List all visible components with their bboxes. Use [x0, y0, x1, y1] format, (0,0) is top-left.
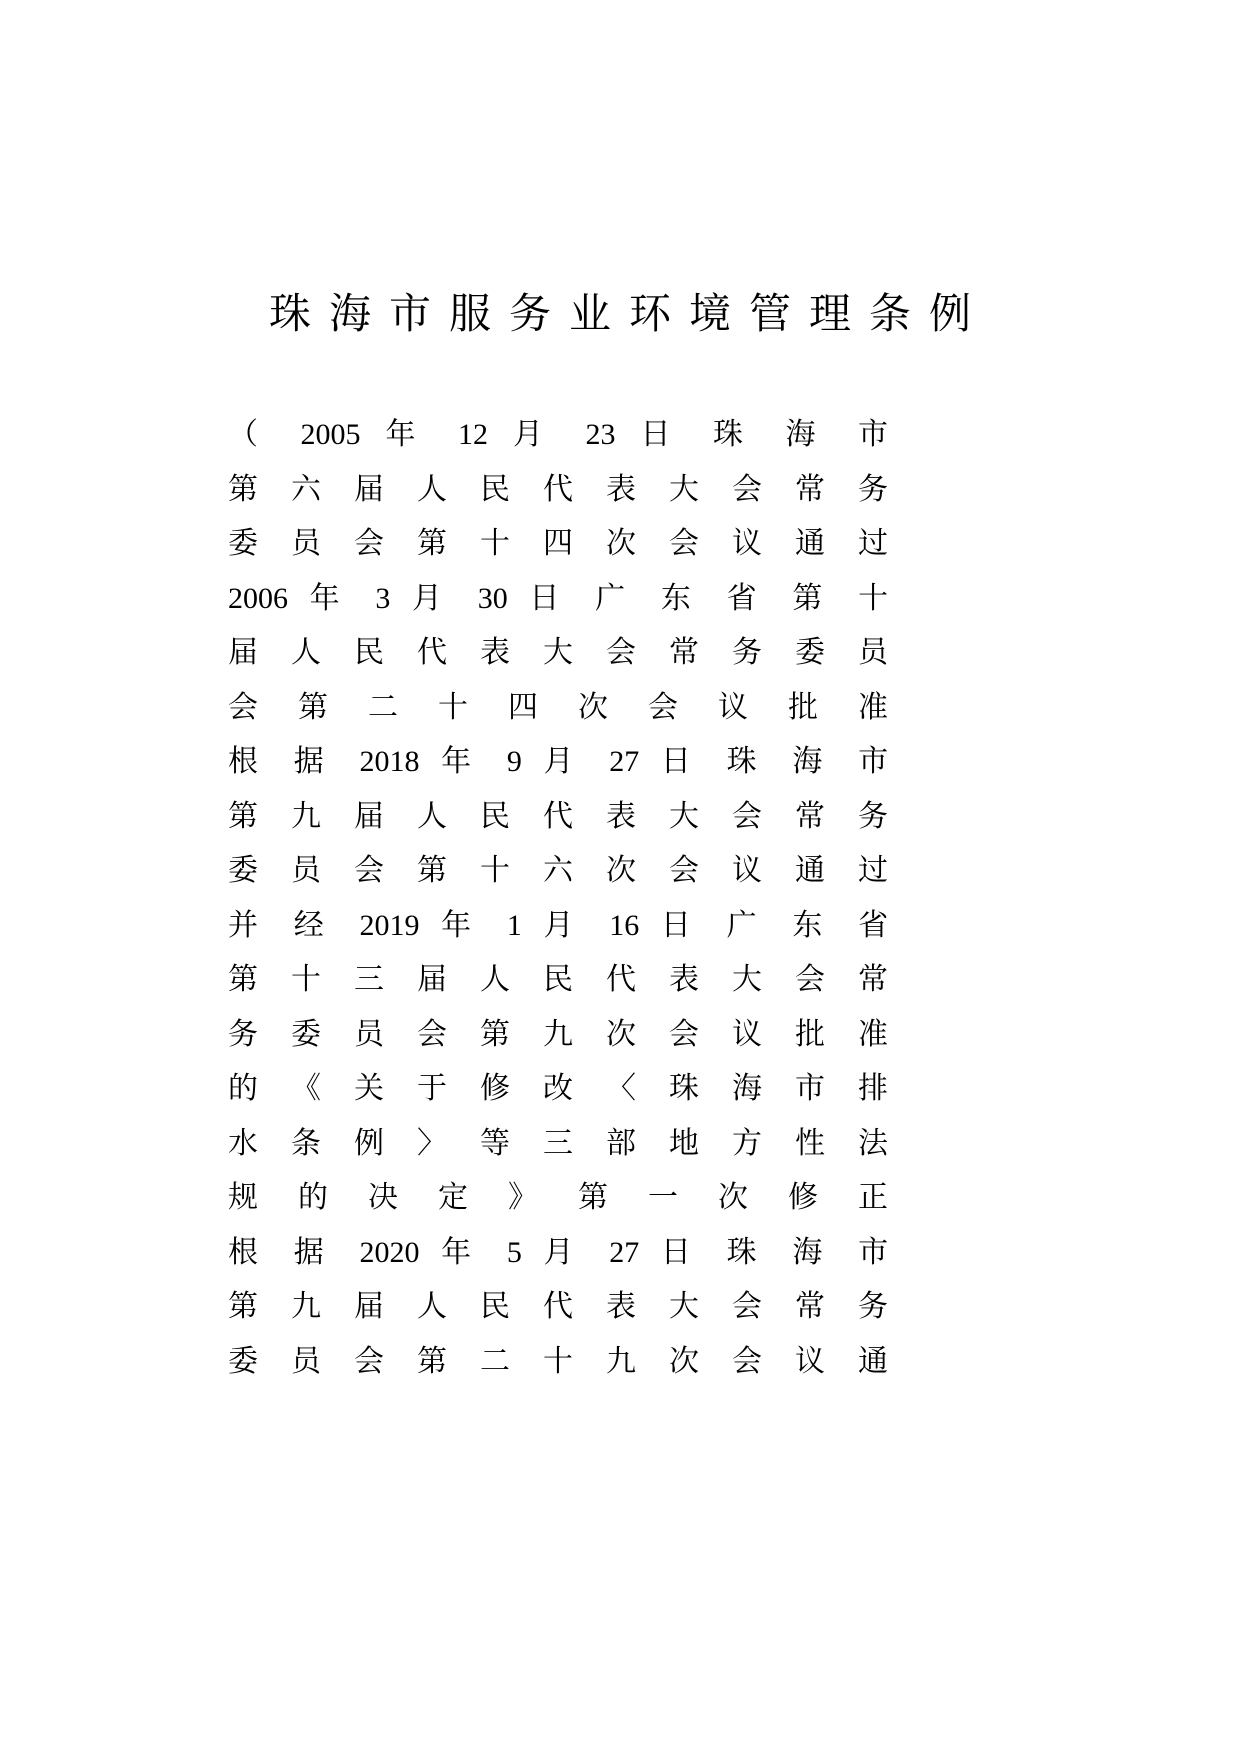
preamble-line: 会​ 第​ 二​ 十​ 四​ 次​ 会​ 议​ 批​ 准 [228, 690, 888, 724]
preamble-line: 2006​ 年​ 3​ 月​ 30​ 日​ 广​ 东​ 省​ 第​ 十 [228, 581, 889, 615]
preamble-line: 委​ 员​ 会​ 第​ 十​ 六​ 次​ 会​ 议​ 通​ 过 [228, 854, 888, 887]
preamble-line: 届​ 人​ 民​ 代​ 表​ 大​ 会​ 常​ 务​ 委​ 员 [228, 636, 888, 669]
preamble-line: 委​ 员​ 会​ 第​ 十​ 四​ 次​ 会​ 议​ 通​ 过 [228, 527, 888, 560]
preamble-line: 并​ 经​ 2019​ 年​ 1​ 月​ 16​ 日​ 广​ 东​ 省 [228, 908, 889, 942]
preamble-line: 根​ 据​ 2020​ 年​ 5​ 月​ 27​ 日​ 珠​ 海​ 市 [228, 1235, 889, 1269]
preamble-line: 第​ 十​ 三​ 届​ 人​ 民​ 代​ 表​ 大​ 会​ 常 [228, 963, 888, 996]
preamble-line: （​ 2005​ 年​ 12​ 月​ 23​ 日​ 珠​ 海​ 市 [228, 418, 888, 451]
preamble-line: 第​ 六​ 届​ 人​ 民​ 代​ 表​ 大​ 会​ 常​ 务 [228, 472, 888, 506]
preamble-line: 规​ 的​ 决​ 定​ 》​ 第​ 一​ 次​ 修​ 正 [228, 1181, 888, 1214]
preamble-block [228, 408, 888, 1389]
preamble-line: 第​ 九​ 届​ 人​ 民​ 代​ 表​ 大​ 会​ 常​ 务 [228, 799, 888, 833]
preamble-line: 委​ 员​ 会​ 第​ 二​ 十​ 九​ 次​ 会​ 议​ 通 [228, 1344, 888, 1378]
preamble-line: 水​ 条​ 例​ 〉​ 等​ 三​ 部​ 地​ 方​ 性​ 法 [228, 1126, 888, 1160]
page-title: 珠海市服务业环境管理条例 [268, 292, 989, 338]
preamble-line: 务​ 委​ 员​ 会​ 第​ 九​ 次​ 会​ 议​ 批​ 准 [228, 1017, 888, 1051]
preamble-line: 根​ 据​ 2018​ 年​ 9​ 月​ 27​ 日​ 珠​ 海​ 市 [228, 745, 889, 778]
preamble-line: 第​ 九​ 届​ 人​ 民​ 代​ 表​ 大​ 会​ 常​ 务 [228, 1290, 888, 1323]
preamble-line: 的​ 《​ 关​ 于​ 修​ 改​ 〈​ 珠​ 海​ 市​ 排 [228, 1072, 888, 1105]
